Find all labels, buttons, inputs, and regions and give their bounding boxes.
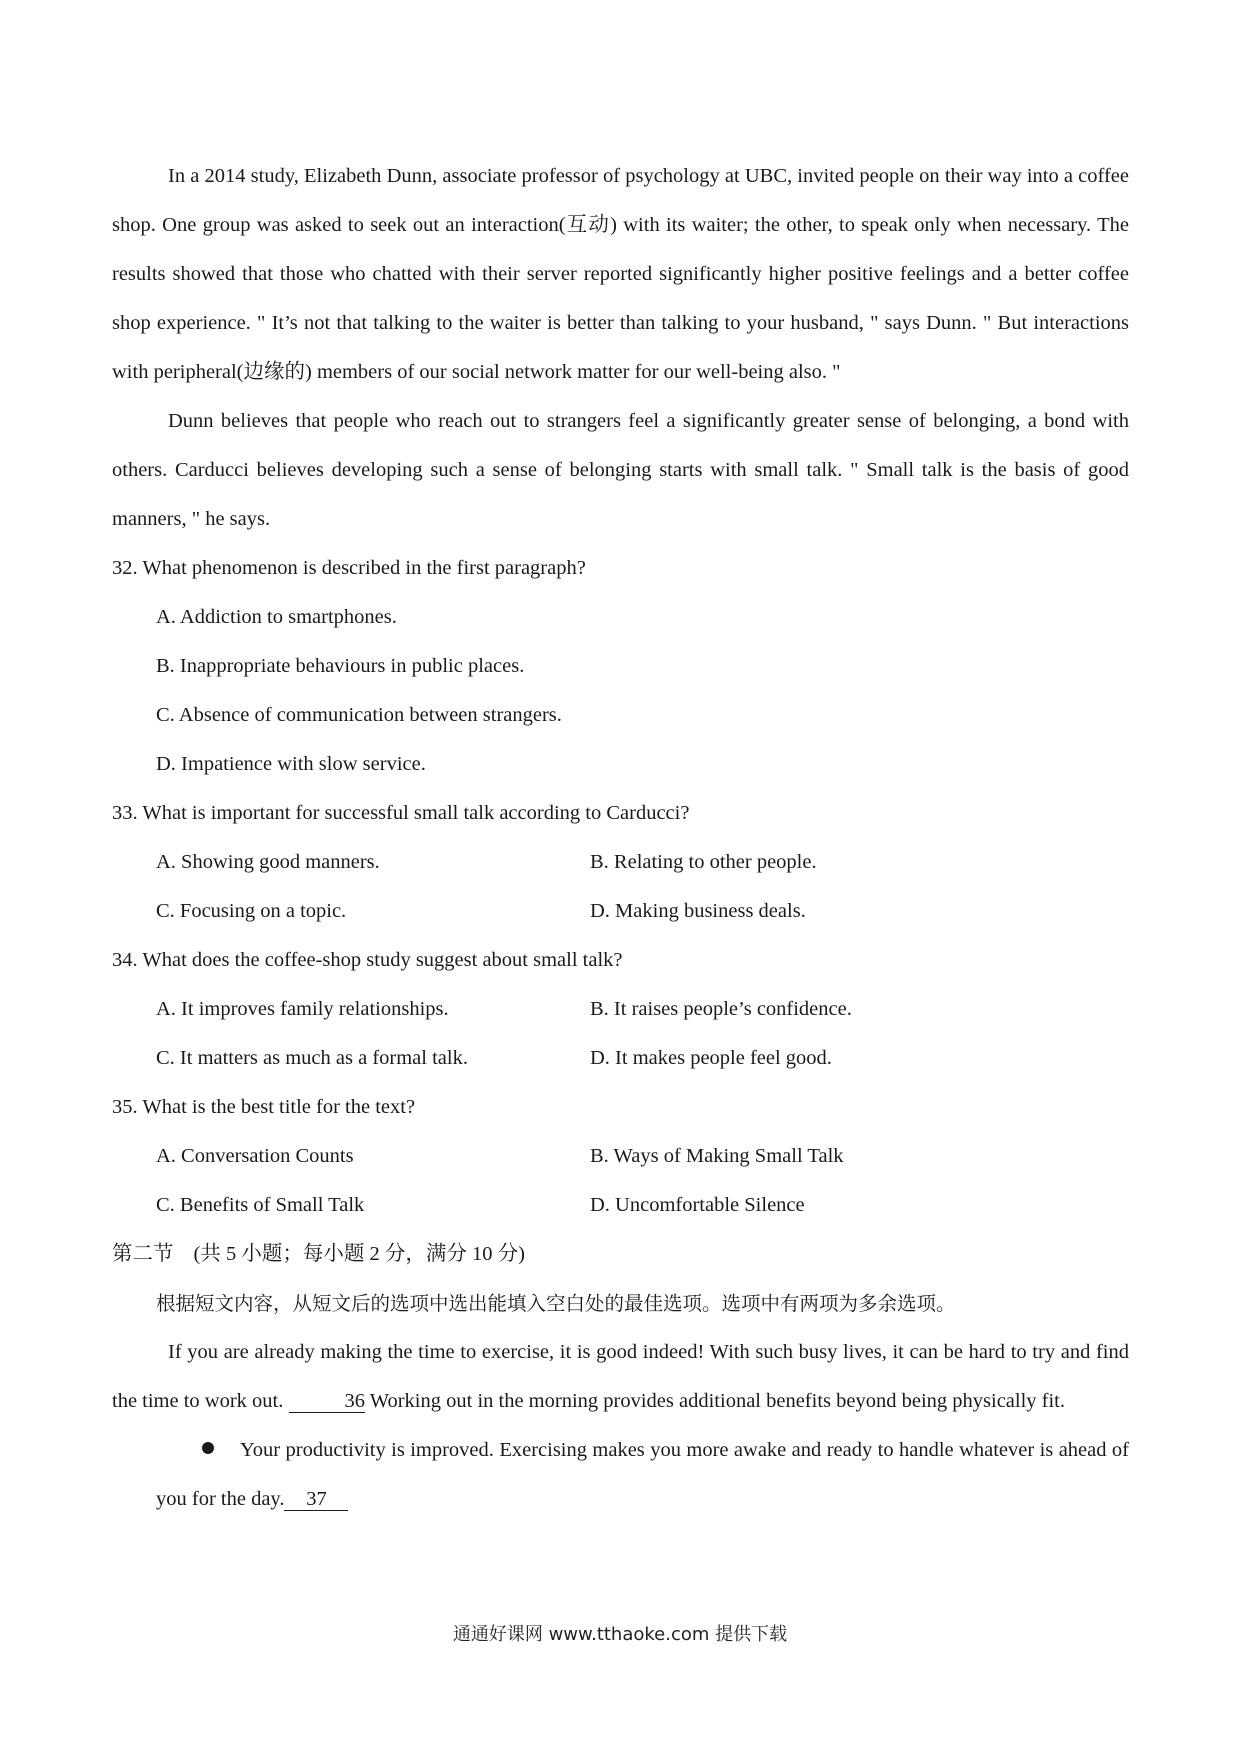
blank-36: 36 bbox=[289, 1390, 366, 1413]
option-c: C. Absence of communication between strangers. bbox=[156, 704, 562, 726]
bullet-item-1 bbox=[112, 1426, 1129, 1524]
option-a: A. It improves family relationships. bbox=[156, 998, 449, 1020]
option-c: C. Benefits of Small Talk bbox=[156, 1194, 365, 1216]
section-title: 第二节 bbox=[112, 1243, 174, 1265]
bullet-icon bbox=[202, 1442, 214, 1454]
option-a: A. Addiction to smartphones. bbox=[156, 606, 397, 628]
blank-37: 37 bbox=[284, 1488, 348, 1511]
question-options bbox=[112, 838, 1129, 936]
option-a: A. Conversation Counts bbox=[156, 1145, 354, 1167]
option-b: B. Relating to other people. bbox=[590, 851, 817, 873]
question-options bbox=[112, 1132, 1129, 1230]
question-options bbox=[112, 593, 1129, 789]
option-b: B. It raises people’s confidence. bbox=[590, 998, 852, 1020]
question-options bbox=[112, 985, 1129, 1083]
question-34 bbox=[112, 936, 1129, 1083]
section-meta: (共 5 小题；每小题 2 分，满分 10 分) bbox=[193, 1243, 525, 1265]
question-stem: 32. What phenomenon is described in the first paragraph? bbox=[112, 557, 586, 579]
question-stem: 35. What is the best title for the text? bbox=[112, 1096, 416, 1118]
option-d: D. Uncomfortable Silence bbox=[590, 1194, 805, 1216]
section-instruction: 根据短文内容，从短文后的选项中选出能填入空白处的最佳选项。选项中有两项为多余选项。 bbox=[156, 1292, 956, 1315]
passage-paragraph-1: In a 2014 study, Elizabeth Dunn, associate professor of psychology at UBC, invited people on their way into a coffee shop. One group was asked to seek out an interaction(互动) with its waiter; the other, to speak only when necessary. The results showed that those who chatted with their server reported significantly higher positive feelings and a better coffee shop experience. " It’s not that talking to the waiter is better than talking to your husband, " says Dunn. " But interactions with peripheral(边缘的) members of our social network matter for our well-being also. " bbox=[112, 165, 1129, 383]
paragraph-text-end: Working out in the morning provides additional benefits beyond being physically fit. bbox=[365, 1390, 1065, 1412]
option-b: B. Ways of Making Small Talk bbox=[590, 1145, 844, 1167]
question-stem: 33. What is important for successful small talk according to Carducci? bbox=[112, 802, 690, 824]
question-stem: 34. What does the coffee-shop study suggest about small talk? bbox=[112, 949, 623, 971]
option-c: C. It matters as much as a formal talk. bbox=[156, 1047, 468, 1069]
option-d: D. It makes people feel good. bbox=[590, 1047, 832, 1069]
paragraph-text-start: If you are already making the time to exercise, it is good indeed! With such busy lives, it can be hard to try and find the time to work out. bbox=[112, 1341, 1129, 1412]
document-page bbox=[112, 152, 1129, 1524]
section-heading bbox=[112, 1230, 1129, 1279]
option-b: B. Inappropriate behaviours in public places. bbox=[156, 655, 525, 677]
question-32 bbox=[112, 544, 1129, 789]
option-a: A. Showing good manners. bbox=[156, 851, 380, 873]
question-35 bbox=[112, 1083, 1129, 1230]
page-footer: 通通好课网 www.tthaoke.com 提供下载 bbox=[452, 1624, 788, 1645]
option-c: C. Focusing on a topic. bbox=[156, 900, 347, 922]
question-33 bbox=[112, 789, 1129, 936]
option-d: D. Impatience with slow service. bbox=[156, 753, 426, 775]
bullet-text: Your productivity is improved. Exercising makes you more awake and ready to handle whatever is ahead of you for the day. bbox=[156, 1439, 1129, 1510]
section2-paragraph-1 bbox=[112, 1328, 1129, 1426]
passage-paragraph-2: Dunn believes that people who reach out to strangers feel a significantly greater sense of belonging, a bond with others. Carducci believes developing such a sense of belonging starts with small talk. " Small talk is the basis of good manners, " he says. bbox=[112, 410, 1129, 530]
option-d: D. Making business deals. bbox=[590, 900, 806, 922]
